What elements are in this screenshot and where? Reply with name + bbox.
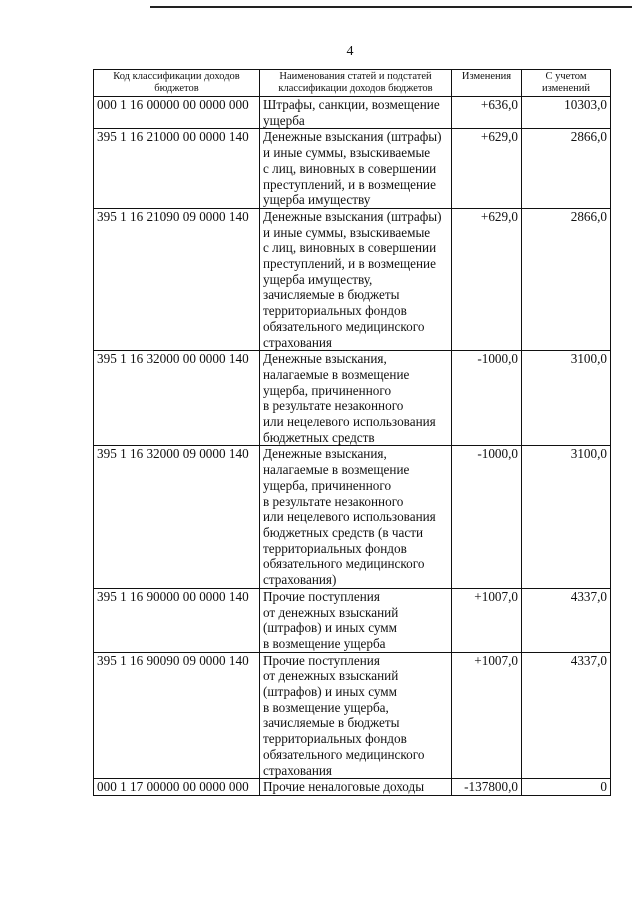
- cell-name-line: Денежные взыскания (штрафы): [263, 208, 442, 224]
- cell-name-line: (штрафов) и иных сумм: [263, 684, 397, 700]
- table-row: [94, 652, 611, 779]
- cell-name-line: ущерба: [263, 112, 305, 128]
- cell-name-line: Денежные взыскания,: [263, 446, 387, 462]
- cell-code: 000 1 16 00000 00 0000 000: [94, 97, 260, 129]
- cell-name: [260, 97, 452, 129]
- cell-name-line: в возмещение ущерба,: [263, 699, 389, 715]
- budget-table: [93, 69, 611, 796]
- cell-name-line: обязательного медицинского: [263, 318, 425, 334]
- cell-name-line: налагаемые в возмещение: [263, 366, 410, 382]
- header-change: Изменения: [452, 70, 522, 97]
- cell-code: 395 1 16 90000 00 0000 140: [94, 588, 260, 652]
- cell-name: [260, 779, 452, 796]
- cell-total: 4337,0: [522, 588, 611, 652]
- cell-name: [260, 588, 452, 652]
- cell-name-line: в возмещение ущерба: [263, 635, 386, 651]
- cell-change: +629,0: [452, 208, 522, 350]
- cell-name-line: территориальных фондов: [263, 303, 407, 319]
- cell-name-line: страхования): [263, 572, 337, 588]
- cell-name-line: преступлений, и в возмещение: [263, 176, 436, 192]
- table-row: [94, 351, 611, 446]
- cell-name-line: или нецелевого использования: [263, 509, 436, 525]
- table-body: [94, 97, 611, 796]
- cell-code: 395 1 16 21090 09 0000 140: [94, 208, 260, 350]
- cell-name-line: с лиц, виновных в совершении: [263, 240, 437, 256]
- cell-name-line: ущерба, причиненного: [263, 382, 392, 398]
- cell-name-line: и иные суммы, взыскиваемые: [263, 145, 431, 161]
- cell-name-line: зачисляемые в бюджеты: [263, 287, 400, 303]
- cell-name-line: страхования: [263, 762, 332, 778]
- cell-total: 3100,0: [522, 446, 611, 588]
- cell-change: +636,0: [452, 97, 522, 129]
- table-row: [94, 779, 611, 796]
- cell-change: +1007,0: [452, 588, 522, 652]
- cell-name-line: зачисляемые в бюджеты: [263, 715, 400, 731]
- cell-name-line: территориальных фондов: [263, 731, 407, 747]
- cell-name-line: обязательного медицинского: [263, 556, 425, 572]
- page-number: 4: [346, 44, 354, 59]
- cell-name-line: страхования: [263, 334, 332, 350]
- cell-change: +629,0: [452, 129, 522, 209]
- cell-total: 3100,0: [522, 351, 611, 446]
- cell-name-line: ущерба, причиненного: [263, 477, 392, 493]
- cell-change: -137800,0: [452, 779, 522, 796]
- cell-name-line: преступлений, и в возмещение: [263, 256, 436, 272]
- table-row: [94, 446, 611, 588]
- cell-total: 2866,0: [522, 129, 611, 209]
- cell-name-line: территориальных фондов: [263, 540, 407, 556]
- cell-total: 10303,0: [522, 97, 611, 129]
- cell-change: +1007,0: [452, 652, 522, 779]
- cell-name-line: бюджетных средств: [263, 429, 375, 445]
- cell-name-line: Денежные взыскания (штрафы): [263, 129, 442, 145]
- cell-name-line: или нецелевого использования: [263, 414, 436, 430]
- cell-change: -1000,0: [452, 446, 522, 588]
- cell-name: [260, 208, 452, 350]
- cell-name-line: (штрафов) и иных сумм: [263, 620, 397, 636]
- header-name: Наименования статей и подстатей классификации доходов бюджетов: [260, 70, 452, 97]
- cell-name: [260, 351, 452, 446]
- cell-name-line: от денежных взысканий: [263, 604, 399, 620]
- cell-name-line: в результате незаконного: [263, 493, 404, 509]
- header-total: С учетом изменений: [522, 70, 611, 97]
- cell-name-line: ущерба имуществу,: [263, 271, 373, 287]
- cell-name-line: Прочие неналоговые доходы: [263, 779, 425, 795]
- cell-name-line: Прочие поступления: [263, 588, 380, 604]
- table-row: [94, 588, 611, 652]
- table-header-row: [94, 70, 611, 97]
- cell-code: 395 1 16 32000 00 0000 140: [94, 351, 260, 446]
- cell-change: -1000,0: [452, 351, 522, 446]
- cell-name-line: с лиц, виновных в совершении: [263, 160, 437, 176]
- cell-name-line: Прочие поступления: [263, 652, 380, 668]
- cell-name-line: от денежных взысканий: [263, 668, 399, 684]
- cell-name-line: налагаемые в возмещение: [263, 462, 410, 478]
- top-rule: [150, 6, 632, 8]
- cell-code: 395 1 16 32000 09 0000 140: [94, 446, 260, 588]
- cell-name: [260, 446, 452, 588]
- cell-name: [260, 652, 452, 779]
- header-code: Код классификации доходов бюджетов: [94, 70, 260, 97]
- cell-name-line: обязательного медицинского: [263, 746, 425, 762]
- cell-name-line: в результате незаконного: [263, 398, 404, 414]
- cell-total: 2866,0: [522, 208, 611, 350]
- table-row: [94, 97, 611, 129]
- cell-total: 0: [522, 779, 611, 796]
- cell-name-line: Денежные взыскания,: [263, 351, 387, 367]
- cell-code: 395 1 16 21000 00 0000 140: [94, 129, 260, 209]
- cell-name: [260, 129, 452, 209]
- cell-name-line: Штрафы, санкции, возмещение: [263, 97, 440, 112]
- cell-name-line: бюджетных средств (в части: [263, 524, 424, 540]
- cell-total: 4337,0: [522, 652, 611, 779]
- cell-code: 395 1 16 90090 09 0000 140: [94, 652, 260, 779]
- table-row: [94, 208, 611, 350]
- table-row: [94, 129, 611, 209]
- cell-code: 000 1 17 00000 00 0000 000: [94, 779, 260, 796]
- cell-name-line: ущерба имуществу: [263, 192, 371, 208]
- cell-name-line: и иные суммы, взыскиваемые: [263, 224, 431, 240]
